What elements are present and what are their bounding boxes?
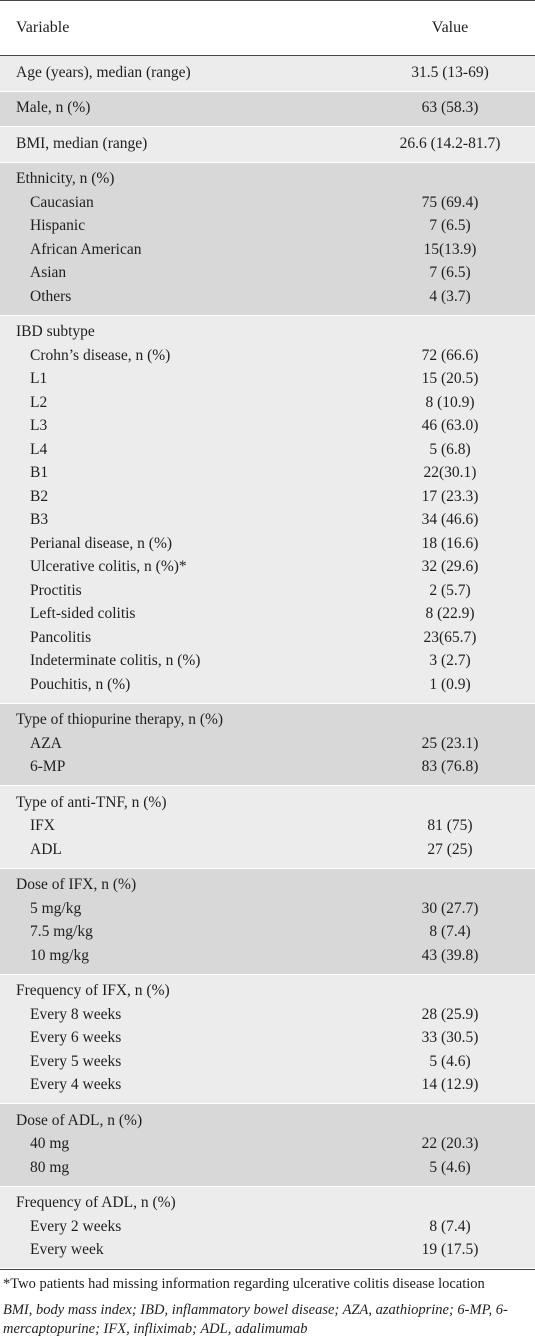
row-label: 80 mg [30, 1158, 70, 1176]
row-label: Caucasian [30, 193, 94, 211]
row-label: Male, n (%) [16, 99, 91, 117]
table-row [0, 1192, 535, 1216]
table-group [0, 704, 535, 787]
row-label: Pancolitis [30, 628, 92, 646]
row-value: 3 (2.7) [429, 652, 471, 670]
row-value: 32 (29.6) [421, 558, 479, 576]
row-label: Dose of IFX, n (%) [16, 876, 137, 894]
table-subrow [0, 1133, 535, 1157]
row-value: 8 (22.9) [425, 605, 475, 623]
row-value: 15 (20.5) [421, 370, 479, 388]
table-group [0, 163, 535, 316]
row-value: 26.6 (14.2-81.7) [399, 134, 501, 152]
table-header [0, 0, 535, 56]
table-row [0, 1109, 535, 1133]
table-group [0, 92, 535, 128]
row-value: 81 (75) [427, 817, 473, 835]
row-label: L2 [30, 393, 48, 411]
table-subrow [0, 462, 535, 486]
row-label: Proctitis [30, 581, 82, 599]
row-label: B1 [30, 464, 49, 482]
table-subrow [0, 415, 535, 439]
row-label: L3 [30, 417, 48, 435]
row-label: IFX [30, 817, 55, 835]
table-subrow [0, 285, 535, 309]
row-label: 40 mg [30, 1135, 70, 1153]
table-group [0, 1104, 535, 1187]
table-subrow [0, 1050, 535, 1074]
table-subrow [0, 532, 535, 556]
row-value: 18 (16.6) [421, 534, 479, 552]
table-subrow [0, 485, 535, 509]
header-value: Value [431, 19, 469, 36]
table-group [0, 786, 535, 869]
row-label: Pouchitis, n (%) [30, 675, 131, 693]
table-subrow [0, 438, 535, 462]
table-row [0, 97, 535, 121]
row-value: 15(13.9) [423, 240, 477, 258]
table-row [0, 874, 535, 898]
row-value: 2 (5.7) [429, 581, 471, 599]
table-subrow [0, 626, 535, 650]
row-label: Frequency of ADL, n (%) [16, 1194, 176, 1212]
row-label: Every 5 weeks [30, 1052, 122, 1070]
table-group [0, 869, 535, 975]
row-label: Ethnicity, n (%) [16, 170, 115, 188]
table-group [0, 1187, 535, 1270]
table-subrow [0, 1003, 535, 1027]
row-label: Crohn’s disease, n (%) [30, 346, 171, 364]
table-subrow [0, 1239, 535, 1263]
row-label: African American [30, 240, 142, 258]
table-group [0, 316, 535, 704]
table-subrow [0, 1074, 535, 1098]
table-row [0, 980, 535, 1004]
row-label: Age (years), median (range) [16, 63, 191, 81]
row-label: Asian [30, 264, 67, 282]
row-label: 5 mg/kg [30, 899, 82, 917]
row-value: 8 (7.4) [429, 923, 471, 941]
row-value: 83 (76.8) [421, 758, 479, 776]
row-label: Every 6 weeks [30, 1029, 122, 1047]
table-subrow [0, 603, 535, 627]
table-subrow [0, 579, 535, 603]
table-row [0, 709, 535, 733]
row-label: BMI, median (range) [16, 134, 148, 152]
row-label: Indeterminate colitis, n (%) [30, 652, 201, 670]
row-value: 17 (23.3) [421, 487, 479, 505]
table-subrow [0, 191, 535, 215]
table-subrow [0, 650, 535, 674]
table-subrow [0, 944, 535, 968]
table-subrow [0, 391, 535, 415]
table-subrow [0, 262, 535, 286]
table-subrow [0, 921, 535, 945]
row-value: 4 (3.7) [429, 287, 471, 305]
table-subrow [0, 368, 535, 392]
row-label: AZA [30, 734, 62, 752]
row-label: Every 8 weeks [30, 1005, 122, 1023]
row-value: 8 (7.4) [429, 1217, 471, 1235]
row-value: 8 (10.9) [425, 393, 475, 411]
row-label: 7.5 mg/kg [30, 923, 93, 941]
table-subrow [0, 215, 535, 239]
row-label: 6-MP [30, 758, 66, 776]
row-label: Frequency of IFX, n (%) [16, 982, 170, 1000]
row-value: 75 (69.4) [421, 193, 479, 211]
table-subrow [0, 756, 535, 780]
table-subrow [0, 1027, 535, 1051]
row-value: 7 (6.5) [429, 264, 471, 282]
table-subrow [0, 673, 535, 697]
row-value: 1 (0.9) [429, 675, 471, 693]
row-value: 33 (30.5) [421, 1029, 479, 1047]
row-label: 10 mg/kg [30, 946, 89, 964]
row-value: 72 (66.6) [421, 346, 479, 364]
table-subrow [0, 344, 535, 368]
row-label: Dose of ADL, n (%) [16, 1111, 143, 1129]
row-value: 31.5 (13-69) [411, 63, 489, 81]
table-subrow [0, 1215, 535, 1239]
row-value: 46 (63.0) [421, 417, 479, 435]
row-label: Type of thiopurine therapy, n (%) [16, 711, 224, 729]
row-value: 63 (58.3) [421, 99, 479, 117]
table-group [0, 127, 535, 163]
row-value: 7 (6.5) [429, 217, 471, 235]
row-value: 27 (25) [427, 840, 473, 858]
row-label: L4 [30, 440, 48, 458]
row-value: 5 (4.6) [429, 1158, 471, 1176]
row-label: Every week [30, 1241, 104, 1259]
row-value: 34 (46.6) [421, 511, 479, 529]
table-row [0, 61, 535, 85]
table-subrow [0, 509, 535, 533]
row-label: Type of anti-TNF, n (%) [16, 793, 167, 811]
table-subrow [0, 897, 535, 921]
row-value: 22 (20.3) [421, 1135, 479, 1153]
row-label: IBD subtype [16, 323, 95, 341]
row-label: Perianal disease, n (%) [30, 534, 173, 552]
table-row [0, 132, 535, 156]
row-value: 5 (4.6) [429, 1052, 471, 1070]
table-body [0, 56, 535, 1269]
row-value: 5 (6.8) [429, 440, 471, 458]
row-label: B2 [30, 487, 49, 505]
row-label: Every 4 weeks [30, 1076, 122, 1094]
table-group [0, 56, 535, 92]
footnote-missing: *Two patients had missing information regarding ulcerative colitis disease location [3, 1276, 485, 1292]
row-label: B3 [30, 511, 49, 529]
table-subrow [0, 732, 535, 756]
header-variable: Variable [16, 19, 70, 36]
footnote-abbreviations: BMI, body mass index; IBD, inflammatory bowel disease; AZA, azathioprine; 6-MP, 6-mercaptopurine; IFX, infliximab; ADL, adalimumab [3, 1302, 508, 1337]
row-value: 23(65.7) [423, 628, 477, 646]
row-value: 22(30.1) [423, 464, 477, 482]
row-label: L1 [30, 370, 48, 388]
row-value: 30 (27.7) [421, 899, 479, 917]
row-value: 43 (39.8) [421, 946, 479, 964]
table-subrow [0, 1156, 535, 1180]
row-label: Left-sided colitis [30, 605, 136, 623]
table-row [0, 321, 535, 345]
row-value: 25 (23.1) [421, 734, 479, 752]
row-label: Ulcerative colitis, n (%)* [30, 558, 187, 576]
table-subrow [0, 238, 535, 262]
table-subrow [0, 838, 535, 862]
row-label: Every 2 weeks [30, 1217, 122, 1235]
row-value: 28 (25.9) [421, 1005, 479, 1023]
table-row [0, 791, 535, 815]
row-label: Hispanic [30, 217, 86, 235]
row-label: ADL [30, 840, 62, 858]
table-group [0, 975, 535, 1105]
row-label: Others [30, 287, 72, 305]
table-subrow [0, 815, 535, 839]
row-value: 19 (17.5) [421, 1241, 479, 1259]
table-subrow [0, 556, 535, 580]
table-row [0, 168, 535, 192]
row-value: 14 (12.9) [421, 1076, 479, 1094]
